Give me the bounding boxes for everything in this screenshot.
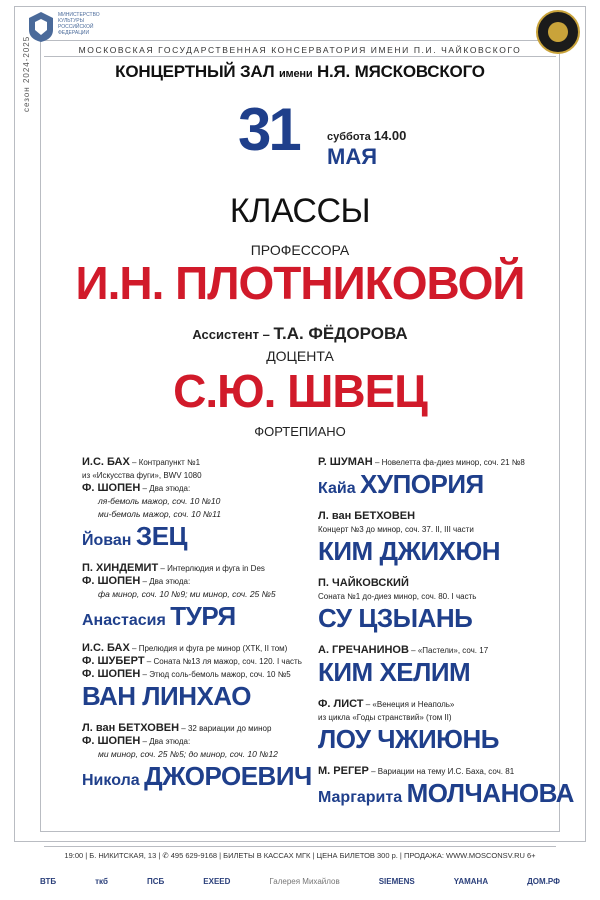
- work-title: – Этюд соль-бемоль мажор, соч. 10 №5: [140, 670, 291, 679]
- program-line: [82, 722, 304, 735]
- program-line: [318, 644, 550, 657]
- performer-name: [318, 724, 550, 759]
- date-month: МАЯ: [327, 144, 378, 169]
- work-title: – Интерлюдия и фуга in Des: [158, 564, 265, 573]
- work-title: Концерт №3 до минор, соч. 37. II, III части: [318, 525, 474, 534]
- program-left-column: [82, 456, 312, 802]
- work-title: – «Венеция и Неаполь»: [363, 700, 455, 709]
- program-item: [82, 562, 304, 636]
- sponsor-logo: YAMAHA: [453, 877, 489, 886]
- program-line: ми минор, соч. 25 №5; до минор, соч. 10 №12: [98, 749, 278, 759]
- program-item: [82, 456, 304, 556]
- header-divider: [44, 56, 556, 57]
- performer-first-name: Никола: [82, 772, 140, 789]
- performer-last-name: МОЛЧАНОВА: [406, 778, 574, 808]
- work-title: – Два этюда:: [140, 737, 191, 746]
- professor-name: И.Н. ПЛОТНИКОВОЙ: [75, 257, 525, 309]
- composer: Ф. ЛИСТ: [318, 698, 364, 710]
- work-title: – Два этюда:: [140, 484, 191, 493]
- program-line: [82, 735, 304, 748]
- program-item: [82, 722, 312, 796]
- work-title: – Контрапункт №1: [129, 458, 201, 467]
- footer-divider: [44, 846, 556, 847]
- performer-name: [82, 601, 304, 636]
- program-right-column: [318, 456, 574, 819]
- program-item: [318, 456, 550, 504]
- program-item: [318, 510, 550, 571]
- program-line: ми-бемоль мажор, соч. 10 №11: [98, 509, 221, 519]
- season-label: сезон 2024-2025: [22, 35, 31, 112]
- performer-last-name: ХУПОРИЯ: [360, 469, 484, 499]
- composer: Ф. ШУБЕРТ: [82, 655, 145, 667]
- program-line: фа минор, соч. 10 №9; ми минор, соч. 25 №5: [98, 589, 276, 599]
- hall-name-post: Н.Я. МЯСКОВСКОГО: [316, 62, 485, 81]
- performer-last-name: ЗЕЦ: [135, 521, 188, 551]
- sponsor-logo: Галерея Михайлов: [269, 877, 340, 886]
- work-title: – 32 вариации до минор: [179, 724, 272, 733]
- sponsor-strip: [40, 877, 560, 886]
- weekday: суббота: [327, 131, 371, 143]
- program-line: [82, 562, 304, 575]
- program-line: [82, 469, 304, 482]
- composer: Ф. ШОПЕН: [82, 575, 141, 587]
- performer-last-name: ДЖОРОЕВИЧ: [144, 761, 312, 791]
- performer-first-name: Анастасия: [82, 612, 166, 629]
- work-title: – «Пастели», соч. 17: [408, 646, 489, 655]
- program-line: ля-бемоль мажор, соч. 10 №10: [98, 496, 221, 506]
- hall-name: [0, 62, 600, 82]
- performer-name: [82, 681, 304, 716]
- sponsor-logo: SIEMENS: [378, 877, 415, 886]
- performer-name: [318, 536, 550, 571]
- sponsor-logo: ВТБ: [40, 877, 57, 886]
- event-title: КЛАССЫ: [229, 192, 371, 230]
- conservatory-name: МОСКОВСКАЯ ГОСУДАРСТВЕННАЯ КОНСЕРВАТОРИЯ ИМЕНИ П.И. ЧАЙКОВСКОГО: [78, 45, 522, 55]
- sponsor-logo: ДОМ.РФ: [527, 877, 560, 886]
- performer-last-name: КИМ ДЖИХЮН: [318, 536, 501, 566]
- program-item: [318, 765, 574, 813]
- composer: Р. ШУМАН: [318, 456, 373, 468]
- program-line: [318, 711, 550, 724]
- work-title: – Прелюдия и фуга ре минор (ХТК, II том): [129, 644, 288, 653]
- program-line: [82, 482, 304, 495]
- program-line: [82, 642, 304, 655]
- program-line: [318, 765, 550, 778]
- performer-name: [318, 469, 550, 504]
- program-line: [318, 510, 550, 523]
- hall-name-small: имени: [278, 68, 313, 80]
- sponsor-logo: ткб: [95, 877, 108, 886]
- composer: Ф. ШОПЕН: [82, 668, 141, 680]
- composer: И.С. БАХ: [82, 456, 130, 468]
- performer-name: [318, 603, 550, 638]
- program-line: [318, 456, 550, 469]
- time: 14.00: [373, 128, 407, 143]
- composer: Ф. ШОПЕН: [82, 482, 141, 494]
- work-title: – Два этюда:: [140, 577, 191, 586]
- sponsor-logo: EXEED: [203, 877, 231, 886]
- composer: Л. ван БЕТХОВЕН: [82, 722, 180, 734]
- program-item: [318, 698, 550, 759]
- program-line: [82, 655, 304, 668]
- composer: М. РЕГЕР: [318, 765, 369, 777]
- performer-name: [318, 657, 550, 692]
- assistant-name: Т.А. ФЁДОРОВА: [273, 324, 408, 343]
- performer-name: [82, 521, 304, 556]
- sponsor-logo: ПСБ: [146, 877, 165, 886]
- hall-name-pre: КОНЦЕРТНЫЙ ЗАЛ: [115, 62, 275, 81]
- performer-last-name: ТУРЯ: [170, 601, 236, 631]
- docent-label: ДОЦЕНТА: [266, 348, 334, 364]
- program-line: [318, 523, 550, 536]
- program-line: [318, 577, 550, 590]
- program-line: [82, 456, 304, 469]
- composer: Ф. ШОПЕН: [82, 735, 141, 747]
- program-line: [82, 668, 304, 681]
- program-line: [318, 698, 550, 711]
- composer: И.С. БАХ: [82, 642, 130, 654]
- assistant-label: Ассистент –: [192, 327, 270, 342]
- program-item: [318, 644, 550, 692]
- work-title: – Вариации на тему И.С. Баха, соч. 81: [368, 767, 515, 776]
- performer-name: [318, 778, 574, 813]
- performer-last-name: КИМ ХЕЛИМ: [318, 657, 471, 687]
- composer: А. ГРЕЧАНИНОВ: [318, 644, 409, 656]
- program-line: [318, 590, 550, 603]
- work-title: – Новелетта фа-диез минор, соч. 21 №8: [372, 458, 525, 467]
- work-title: Соната №1 до-диез минор, соч. 80. I часть: [318, 592, 477, 601]
- date-day: 31: [238, 96, 299, 163]
- performer-last-name: ВАН ЛИНХАО: [82, 681, 251, 711]
- program-item: [318, 577, 550, 638]
- ministry-name: МИНИСТЕРСТВО КУЛЬТУРЫ РОССИЙСКОЙ ФЕДЕРАЦИИ: [58, 12, 100, 36]
- composer: Л. ван БЕТХОВЕН: [318, 510, 416, 522]
- performer-last-name: ЛОУ ЧЖИЮНЬ: [318, 724, 499, 754]
- footer-info: 19:00 | Б. НИКИТСКАЯ, 13 | ✆ 495 629-9168 | БИЛЕТЫ В КАССАХ МГК | ЦЕНА БИЛЕТОВ 300 р. | ПРОДАЖА: WWW.MOSCONSV.RU 6+: [64, 851, 536, 860]
- program-item: [82, 642, 304, 716]
- docent-name: С.Ю. ШВЕЦ: [173, 365, 427, 417]
- performer-last-name: СУ ЦЗЫАНЬ: [318, 603, 473, 633]
- work-title: из цикла «Годы странствий» (том II): [318, 713, 452, 722]
- work-title: из «Искусства фуги», BWV 1080: [82, 471, 202, 480]
- performer-first-name: Кайа: [318, 480, 356, 497]
- date-weekday-time: [327, 128, 406, 143]
- composer: П. ХИНДЕМИТ: [82, 562, 159, 574]
- program-line: [82, 575, 304, 588]
- performer-first-name: Йован: [82, 532, 132, 549]
- professor-label: ПРОФЕССОРА: [250, 242, 350, 258]
- composer: П. ЧАЙКОВСКИЙ: [318, 577, 409, 589]
- performer-name: [82, 761, 312, 796]
- assistant-line: [0, 324, 600, 344]
- work-title: – Соната №13 ля мажор, соч. 120. I часть: [144, 657, 302, 666]
- instrument-label: ФОРТЕПИАНО: [254, 424, 346, 439]
- performer-first-name: Маргарита: [318, 789, 403, 806]
